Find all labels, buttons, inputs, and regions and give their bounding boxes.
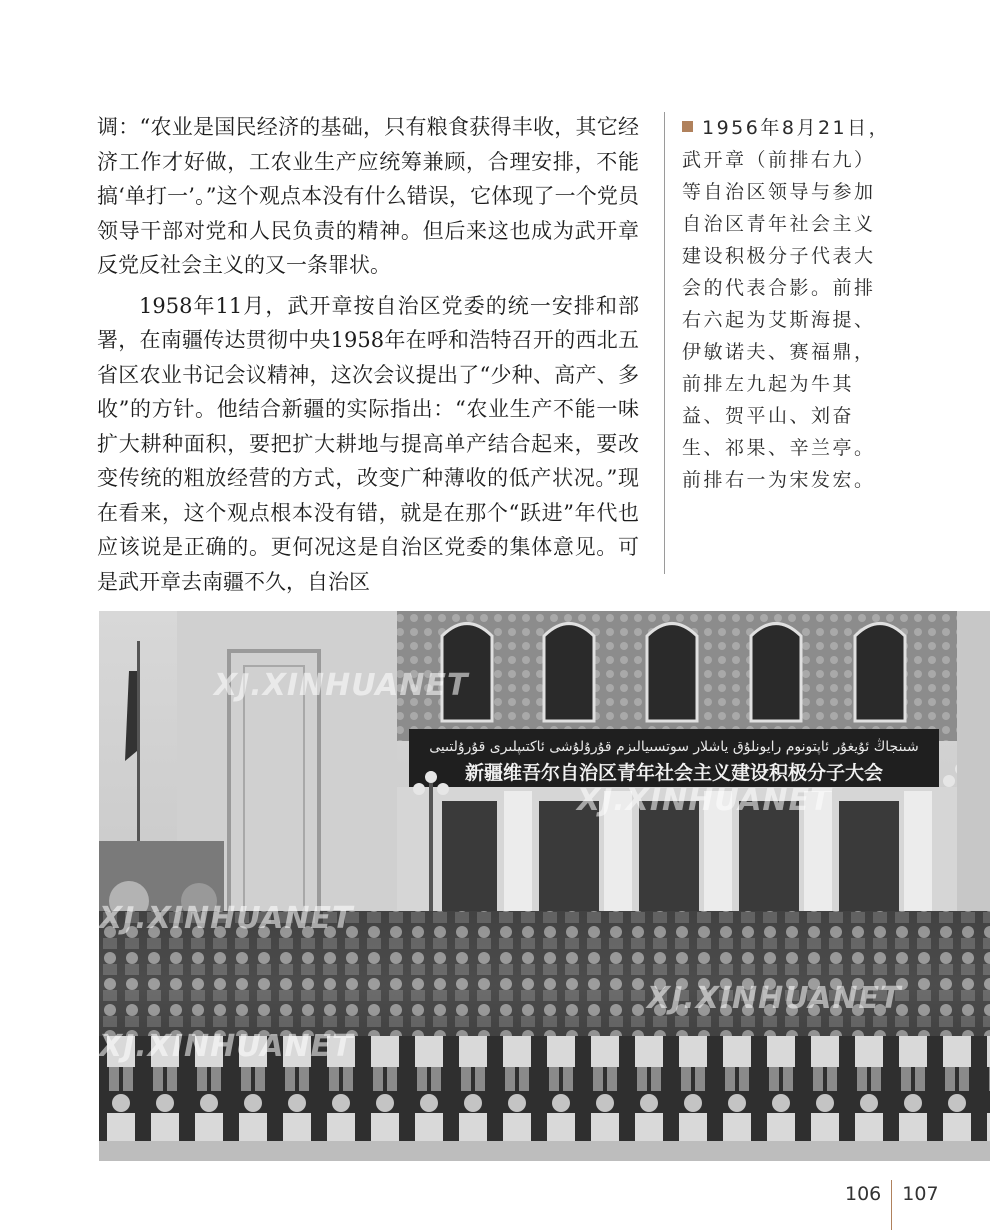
banner-chinese: 新疆维吾尔自治区青年社会主义建设积极分子大会 [464,762,884,784]
paragraph-1: 调：“农业是国民经济的基础，只有粮食获得丰收，其它经济工作才好做，工农业生产应统筹兼顾，合理安排，不能搞‘单打一’。”这个观点本没有什么错误，它体现了一个党员领导干部对党和人民负责的精神。但后来这也成为武开章反党反社会主义的又一条罪状。 [97,115,639,277]
photo-caption [682,112,896,496]
column-divider [664,112,665,574]
page-divider [891,1180,892,1230]
caption-marker-icon [682,121,693,132]
page-number-right: 107 [902,1183,939,1205]
watermark: XJ.XINHUANET [99,901,354,936]
watermark: XJ.XINHUANET [99,1029,354,1064]
banner-uyghur: شىنجاڭ ئۇيغۇر ئاپتونوم رايونلۇق ياشلار سوتسىيالىزم قۇرۇلۇشى ئاكتىپلىرى قۇرۇلتىيى [429,739,919,755]
page-numbers [845,1180,939,1230]
main-text [97,110,639,605]
group-photo [99,611,990,1161]
page-number-left: 106 [845,1183,882,1205]
caption-text: 1956年8月21日，武开章（前排右九）等自治区领导与参加自治区青年社会主义建设积极分子代表大会的代表合影。前排右六起为艾斯海提、伊敏诺夫、赛福鼎，前排左九起为牛其益、贺平山、刘奋生、祁果、辛兰亭。前排右一为宋发宏。 [682,117,891,491]
watermark: XJ.XINHUANET [647,981,902,1016]
watermark: XJ.XINHUANET [577,783,832,818]
paragraph-2: 1958年11月，武开章按自治区党委的统一安排和部署，在南疆传达贯彻中央1958年在呼和浩特召开的西北五省区农业书记会议精神，这次会议提出了“少种、高产、多收”的方针。他结合新疆的实际指出：“农业生产不能一味扩大耕种面积，要把扩大耕地与提高单产结合起来，要改变传统的粗放经营的方式，改变广种薄收的低产状况。”现在看来，这个观点根本没有错，就是在那个“跃进”年代也应该说是正确的。更何况这是自治区党委的集体意见。可是武开章去南疆不久，自治区 [97,293,639,594]
watermark: XJ.XINHUANET [214,668,469,703]
